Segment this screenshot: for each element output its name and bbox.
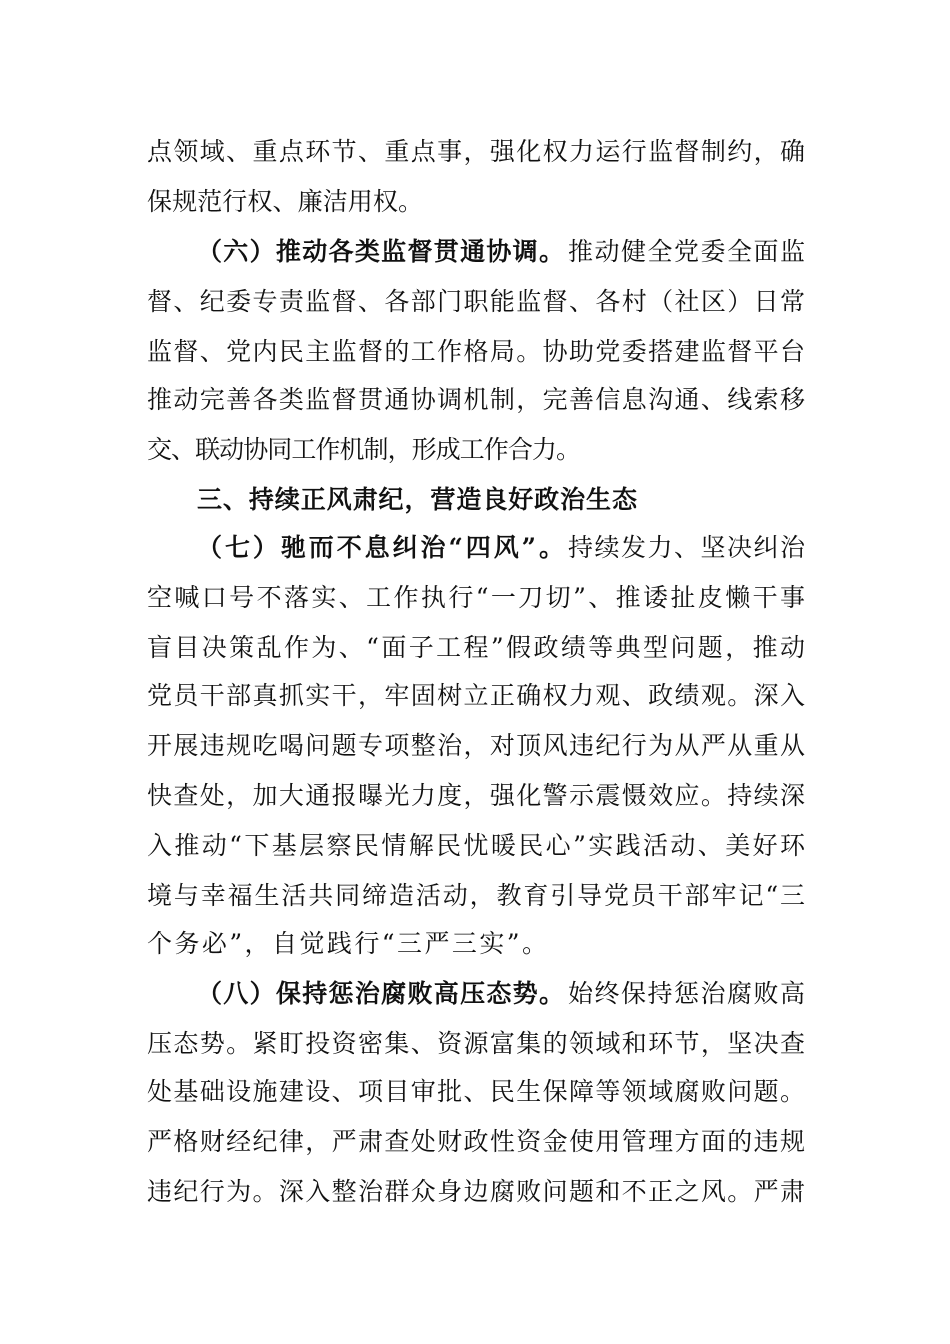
body-line xyxy=(0,1166,950,1218)
subheading-6: （六）推动各类监督贯通协调。 xyxy=(197,237,566,266)
body-line xyxy=(0,870,950,922)
line-text: 违纪行为。深入整治群众身边腐败问题和不正之风。严肃 xyxy=(147,1177,807,1206)
body-line xyxy=(0,1116,950,1168)
line-text: 严格财经纪律，严肃查处财政性资金使用管理方面的违规 xyxy=(147,1127,807,1156)
body-line xyxy=(0,720,950,772)
line-text: 开展违规吃喝问题专项整治，对顶风违纪行为从严从重从 xyxy=(147,731,807,760)
subheading-7: （七）驰而不息纠治“四风”。 xyxy=(197,533,567,562)
line-text: 推动健全党委全面监 xyxy=(568,237,807,266)
line-text: 党员干部真抓实干，牢固树立正确权力观、政绩观。深入 xyxy=(147,681,807,710)
line-text: 境与幸福生活共同缔造活动，教育引导党员干部牢记“三 xyxy=(147,881,807,910)
line-text: 压态势。紧盯投资密集、资源富集的领域和环节，坚决查 xyxy=(147,1029,807,1058)
line-text: 入推动“下基层察民情解民忧暖民心”实践活动、美好环 xyxy=(147,831,808,860)
section-subheading-line xyxy=(0,522,950,574)
body-line xyxy=(0,622,950,674)
body-line xyxy=(0,276,950,328)
body-line xyxy=(0,670,950,722)
section-heading xyxy=(0,474,950,526)
line-text: 监督、党内民主监督的工作格局。协助党委搭建监督平台 xyxy=(147,337,807,366)
section-heading-3: 三、持续正风肃纪，营造良好政治生态 xyxy=(197,485,638,514)
line-text: 推动完善各类监督贯通协调机制，完善信息沟通、线索移 xyxy=(147,385,807,414)
body-line xyxy=(0,918,950,970)
line-text: 空喊口号不落实、工作执行“一刀切”、推诿扯皮懒干事 xyxy=(147,583,808,612)
line-text: 保规范行权、廉洁用权。 xyxy=(147,187,424,216)
line-text: 处基础设施建设、项目审批、民生保障等领域腐败问题。 xyxy=(147,1077,807,1106)
subheading-8: （八）保持惩治腐败高压态势。 xyxy=(197,979,566,1008)
body-line xyxy=(0,176,950,228)
line-text: 交、联动协同工作机制，形成工作合力。 xyxy=(147,435,581,464)
body-line xyxy=(0,374,950,426)
line-text: 点领域、重点环节、重点事，强化权力运行监督制约，确 xyxy=(147,137,807,166)
body-line xyxy=(0,424,950,476)
body-line xyxy=(0,326,950,378)
section-subheading-line xyxy=(0,968,950,1020)
body-line xyxy=(0,126,950,178)
line-text: 督、纪委专责监督、各部门职能监督、各村（社区）日常 xyxy=(147,287,807,316)
line-text: 持续发力、坚决纠治 xyxy=(568,533,807,562)
body-line xyxy=(0,1018,950,1070)
body-line xyxy=(0,1066,950,1118)
body-line xyxy=(0,820,950,872)
section-subheading-line xyxy=(0,226,950,278)
body-line xyxy=(0,770,950,822)
line-text: 盲目决策乱作为、“面子工程”假政绩等典型问题，推动 xyxy=(147,633,808,662)
line-text: 个务必”，自觉践行“三严三实”。 xyxy=(147,929,550,958)
line-text: 始终保持惩治腐败高 xyxy=(568,979,807,1008)
line-text: 快查处，加大通报曝光力度，强化警示震慑效应。持续深 xyxy=(147,781,807,810)
body-line xyxy=(0,572,950,624)
